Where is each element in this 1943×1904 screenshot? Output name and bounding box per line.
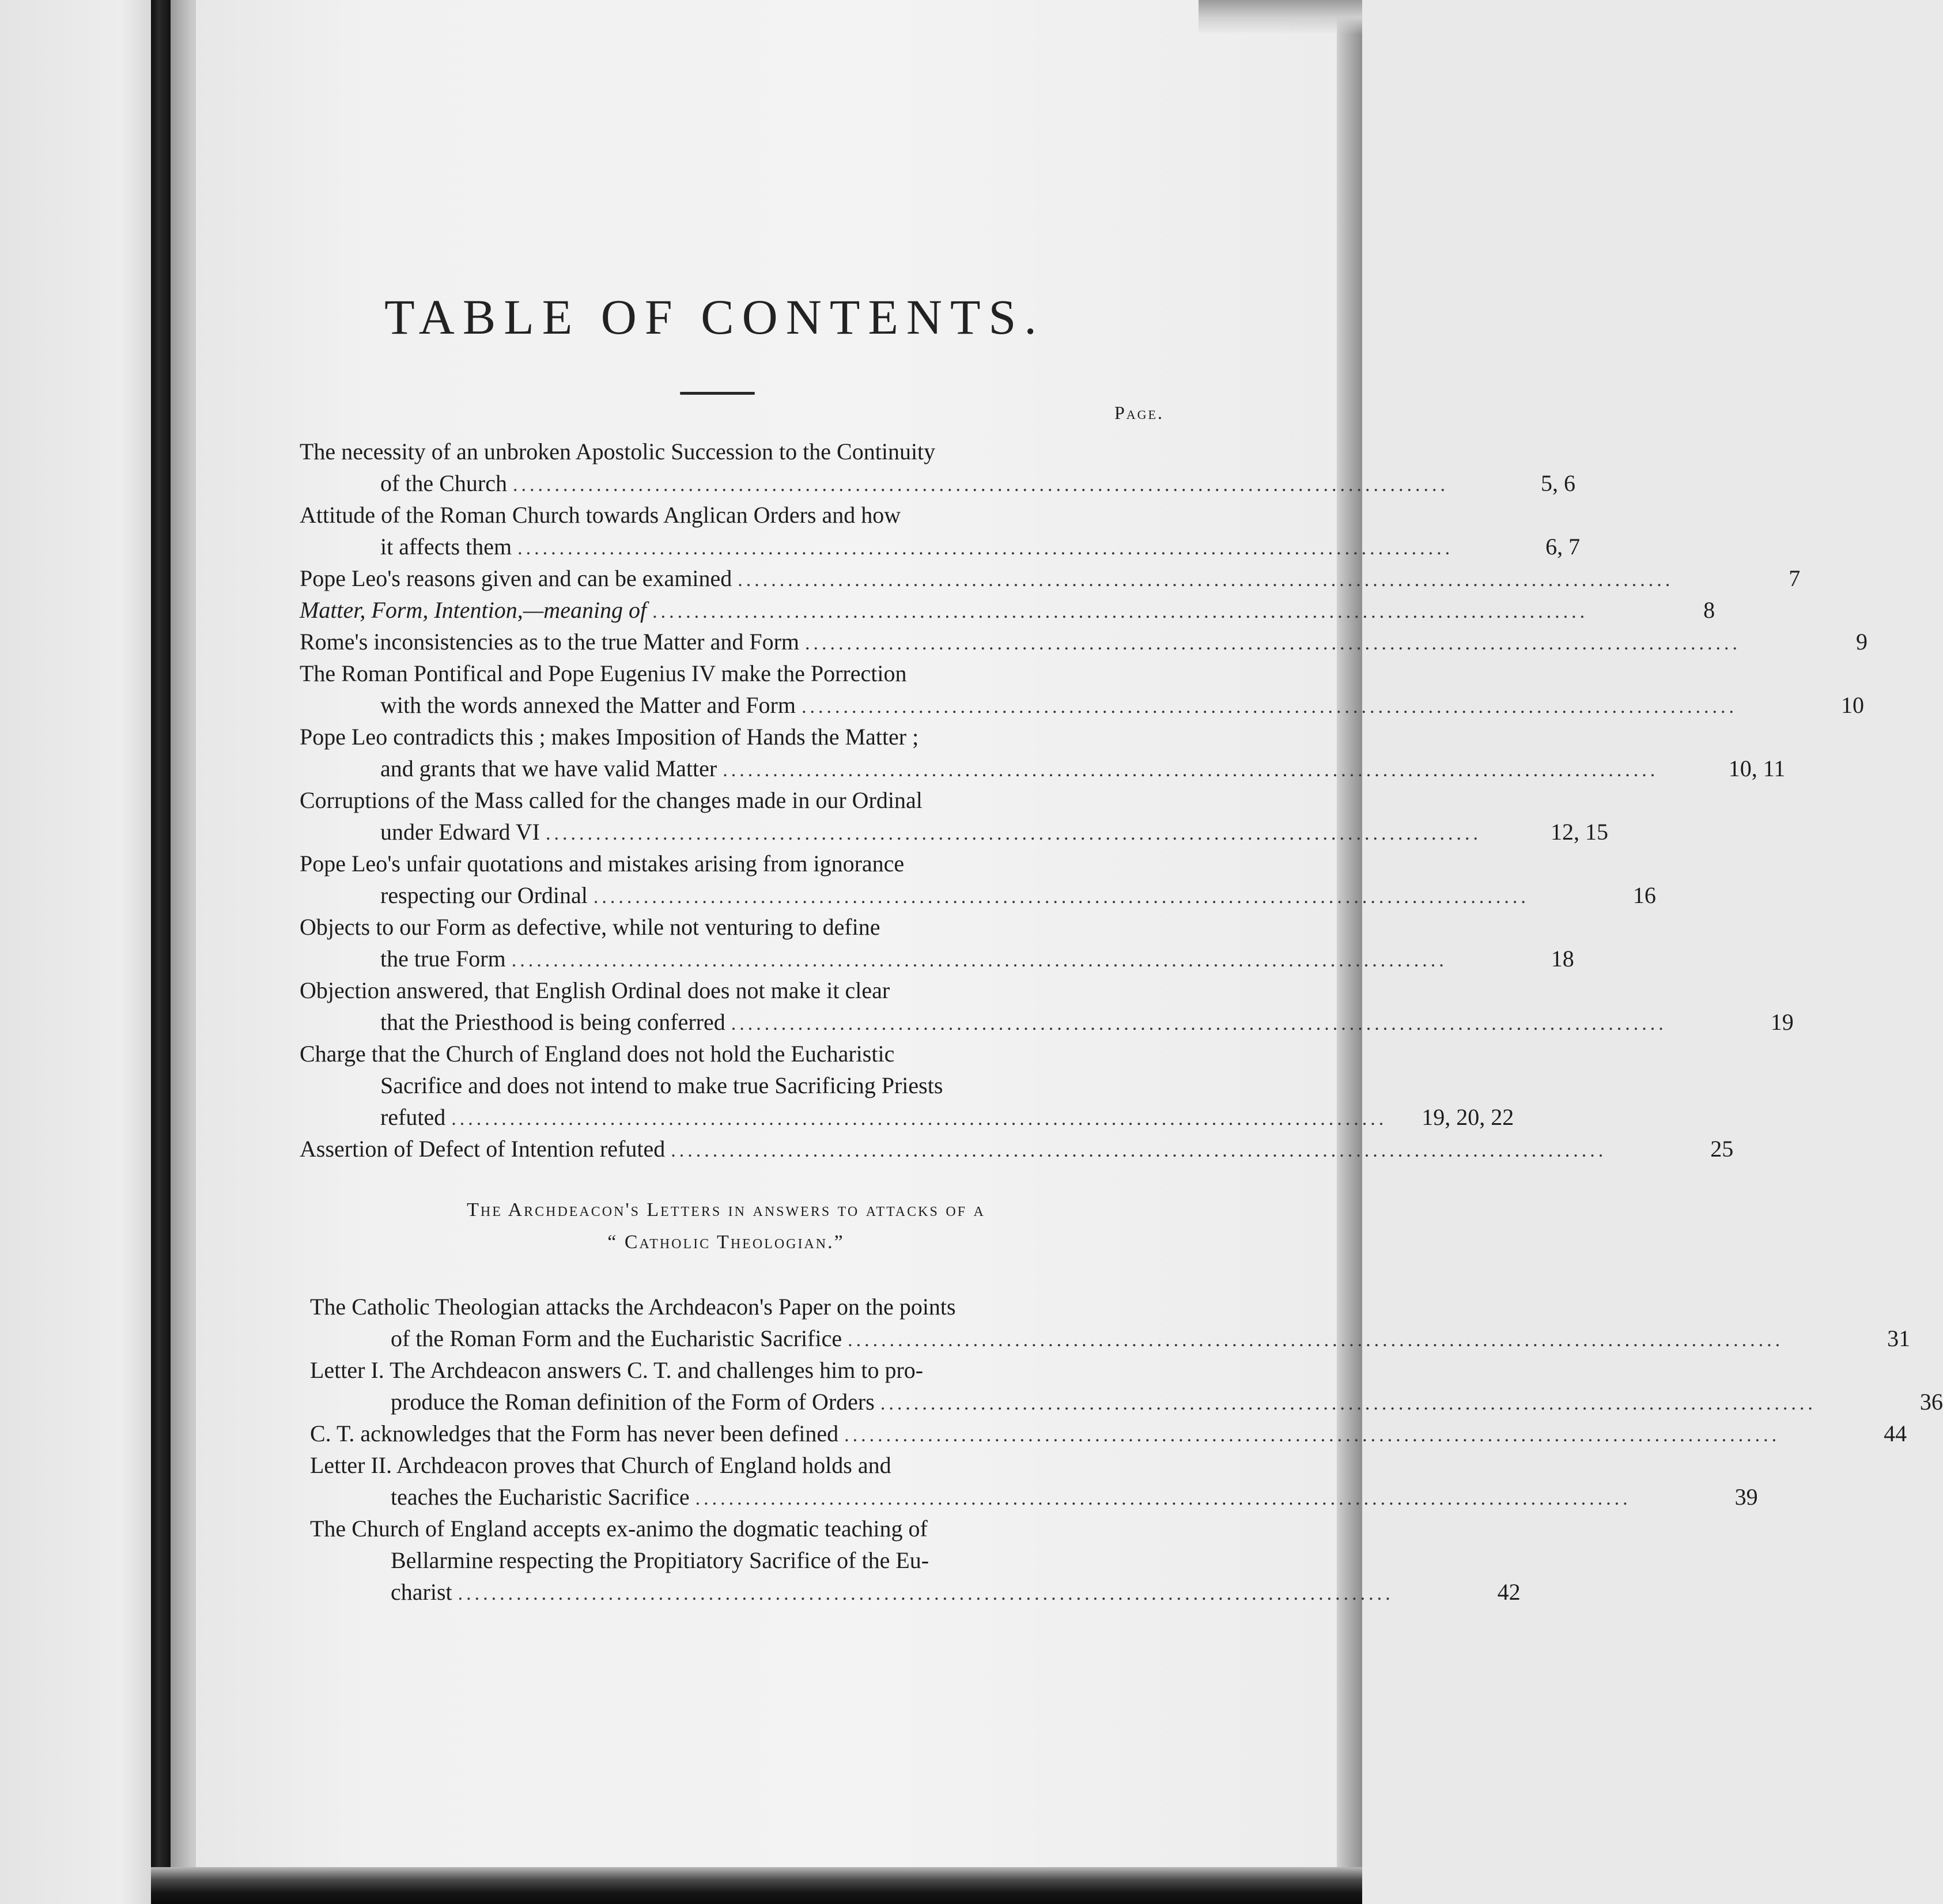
toc-entry [310, 1354, 1943, 1418]
toc-page-number: 16 [1632, 882, 1656, 908]
toc-entry [300, 658, 1864, 721]
toc-entry-text: Attitude of the Roman Church towards Anglican Orders and how [300, 502, 901, 528]
toc-entry [300, 1133, 1734, 1165]
toc-entry [300, 974, 1794, 1038]
toc-page-number: 12, 15 [1550, 819, 1608, 845]
toc-entry-text: it affects them [380, 534, 512, 560]
toc-page-number: 7 [1789, 565, 1801, 591]
toc-entry [300, 626, 1868, 658]
toc-page-number: 18 [1551, 946, 1574, 972]
toc-entry [310, 1291, 1911, 1354]
page-title: TABLE OF CONTENTS. [384, 289, 1045, 345]
book-gutter [151, 0, 171, 1904]
page-bottom-edge [151, 1867, 1362, 1904]
toc-entry [300, 1038, 1514, 1133]
toc-entry-text: teaches the Eucharistic Sacrifice [391, 1484, 690, 1510]
dot-leader: ................................................................................................................ [738, 569, 1674, 591]
toc-entry-text: under Edward VI [380, 819, 540, 845]
dot-leader: ................................................................................................................ [671, 1140, 1607, 1161]
toc-page-number: 6, 7 [1545, 534, 1581, 560]
toc-entry [310, 1418, 1907, 1449]
toc-entry [310, 1513, 1521, 1608]
dot-leader: ................................................................................................................ [723, 760, 1659, 781]
title-rule [680, 392, 755, 395]
toc-page-number: 36 [1919, 1389, 1943, 1415]
toc-entry-text: Pope Leo's unfair quotations and mistakes arising from ignorance [300, 851, 905, 877]
toc-entry-text: Assertion of Defect of Intention refuted [300, 1136, 666, 1162]
toc-page-number: 10, 11 [1728, 755, 1786, 781]
toc-entry-text: The Church of England accepts ex-animo the dogmatic teaching of [310, 1516, 928, 1542]
toc-page-number: 5, 6 [1540, 470, 1575, 496]
toc-entry-text: the true Form [380, 946, 506, 972]
toc-page-number: 19, 20, 22 [1422, 1104, 1514, 1130]
section-heading [300, 1194, 1152, 1259]
toc-page-number: 9 [1856, 629, 1868, 655]
toc-page-number: 42 [1497, 1579, 1521, 1605]
toc-page-number: 39 [1734, 1484, 1758, 1510]
toc-page-number: 19 [1770, 1009, 1794, 1035]
facing-page-edge [0, 0, 151, 1904]
toc-entry [300, 721, 1786, 784]
dot-leader: ................................................................................................................ [880, 1393, 1816, 1414]
toc-page-number: 10 [1840, 692, 1864, 718]
toc-entry-text: and grants that we have valid Matter [380, 755, 717, 781]
toc-entry-text: Corruptions of the Mass called for the changes made in our Ordinal [300, 787, 923, 813]
toc-entry-text: of the Church [380, 470, 507, 496]
dot-leader: ................................................................................................................ [545, 823, 1481, 844]
toc-entry-text: The necessity of an unbroken Apostolic Succession to the Continuity [300, 439, 936, 464]
dot-leader: ................................................................................................................ [731, 1013, 1667, 1034]
toc-entry-text: Sacrifice and does not intend to make true Sacrificing Priests [380, 1072, 943, 1098]
toc-entry-text: Bellarmine respecting the Propitiatory Sacrifice of the Eu- [391, 1547, 929, 1573]
toc-entry [300, 784, 1608, 848]
toc-entry-text: refuted [380, 1104, 446, 1130]
dot-leader: ................................................................................................................ [805, 633, 1741, 654]
toc-entry-text: respecting our Ordinal [380, 882, 588, 908]
section-heading-line: “ Catholic Theologian.” [607, 1231, 845, 1253]
dot-leader: ................................................................................................................ [848, 1329, 1784, 1351]
toc-entry [300, 562, 1801, 594]
toc-entry-text: Matter, Form, Intention,—meaning of [300, 597, 647, 623]
toc-entry-text: Letter II. Archdeacon proves that Church of England holds and [310, 1452, 891, 1478]
toc-page-number: 25 [1710, 1136, 1734, 1162]
toc-entry-text: Objection answered, that English Ordinal does not make it clear [300, 977, 890, 1003]
dot-leader: ................................................................................................................ [517, 538, 1454, 559]
dot-leader: ................................................................................................................ [695, 1488, 1631, 1509]
dot-leader: ................................................................................................................ [458, 1583, 1394, 1604]
dot-leader: ................................................................................................................ [451, 1108, 1388, 1129]
toc-entry [310, 1449, 1758, 1513]
toc-entry-text: charist [391, 1579, 452, 1605]
toc-entry-text: produce the Roman definition of the Form of Orders [391, 1389, 875, 1415]
toc-page-number: 8 [1703, 597, 1715, 623]
toc-entry [300, 594, 1715, 626]
toc-entry-text: Charge that the Church of England does not hold the Eucharistic [300, 1041, 895, 1067]
toc-entry-text: Pope Leo's reasons given and can be examined [300, 565, 732, 591]
dot-leader: ................................................................................................................ [512, 474, 1449, 496]
toc-entry-text: C. T. acknowledges that the Form has never been defined [310, 1421, 839, 1446]
toc-entry-text: Objects to our Form as defective, while not venturing to define [300, 914, 880, 940]
toc-entry-text: Letter I. The Archdeacon answers C. T. and challenges him to pro- [310, 1357, 924, 1383]
toc-entry-text: The Catholic Theologian attacks the Archdeacon's Paper on the points [310, 1294, 956, 1320]
toc-entry [300, 499, 1581, 562]
toc-entry-text: Rome's inconsistencies as to the true Matter and Form [300, 629, 800, 655]
toc-entry [300, 436, 1575, 499]
dot-leader: ................................................................................................................ [652, 601, 1589, 622]
dot-leader: ................................................................................................................ [801, 696, 1737, 717]
toc-entry [300, 911, 1574, 974]
page-column-heading: Page. [1114, 402, 1164, 423]
dot-leader: ................................................................................................................ [593, 886, 1529, 908]
toc-entry-text: of the Roman Form and the Eucharistic Sacrifice [391, 1325, 842, 1351]
toc-entry [300, 848, 1656, 911]
page-corner-wear [1199, 0, 1362, 35]
toc-entry-text: The Roman Pontifical and Pope Eugenius IV make the Porrection [300, 660, 907, 686]
toc-page-number: 31 [1887, 1325, 1911, 1351]
section-heading-line: The Archdeacon's Letters in answers to attacks of a [467, 1199, 985, 1221]
dot-leader: ................................................................................................................ [511, 950, 1447, 971]
toc-entry-text: with the words annexed the Matter and Form [380, 692, 796, 718]
dot-leader: ................................................................................................................ [844, 1425, 1781, 1446]
toc-page-number: 44 [1884, 1421, 1907, 1446]
toc-entry-text: Pope Leo contradicts this ; makes Imposition of Hands the Matter ; [300, 724, 919, 750]
toc-entry-text: that the Priesthood is being conferred [380, 1009, 725, 1035]
